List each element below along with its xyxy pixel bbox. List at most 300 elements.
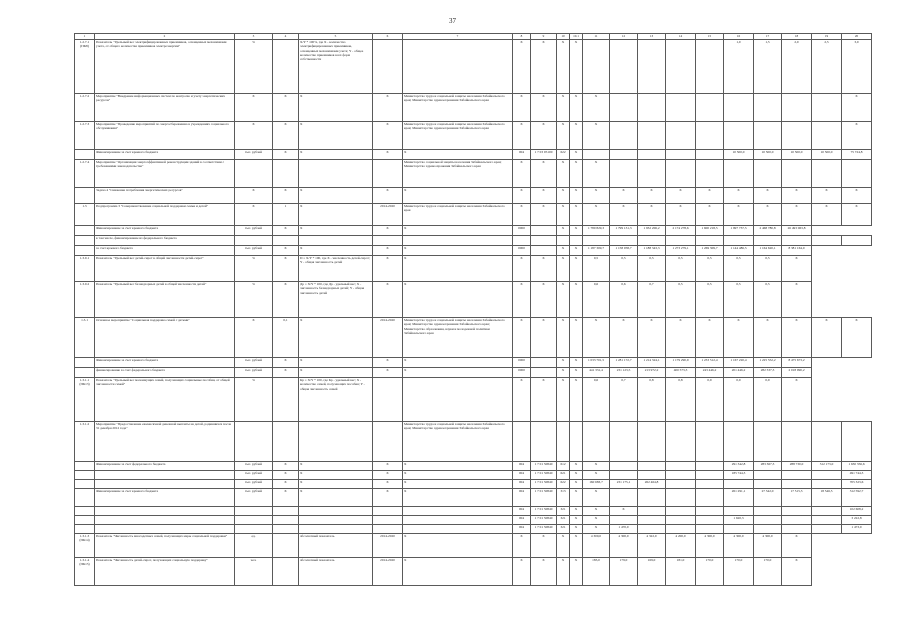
table-cell: X xyxy=(513,122,531,150)
table-cell: 4 300,0 xyxy=(754,534,782,558)
table-cell: X xyxy=(570,358,583,368)
table-cell: X xyxy=(696,188,724,204)
table-row xyxy=(75,378,872,422)
table-cell xyxy=(557,422,570,462)
table-cell xyxy=(273,558,299,586)
table-row xyxy=(75,204,872,226)
table-cell: X xyxy=(557,282,570,318)
table-cell xyxy=(273,525,299,534)
table-cell: X xyxy=(531,378,557,422)
table-cell: X xyxy=(531,318,557,358)
table-cell: X xyxy=(570,489,583,507)
table-cell xyxy=(273,534,299,558)
table-cell: Мероприятие "Предоставление ежемесячной денежной выплаты на детей, родившихся после 31 декабря 2012 года" xyxy=(95,422,235,462)
table-cell: 1,5 xyxy=(754,40,782,94)
table-cell: X xyxy=(557,94,570,122)
table-cell xyxy=(754,525,782,534)
table-cell: 75 724,8 xyxy=(842,150,872,160)
table-cell xyxy=(273,40,299,94)
table-cell: X xyxy=(570,318,583,358)
table-cell: 1 932 206,2 xyxy=(638,226,666,236)
table-cell: 1.3.1.4 (ПК15) xyxy=(75,558,95,586)
table-cell: 1.2.7.1 (ПК8) xyxy=(75,40,95,94)
table-cell: X xyxy=(273,94,299,122)
table-cell xyxy=(531,358,557,368)
table-cell: 312 592,7 xyxy=(842,489,872,507)
table-cell: 3 222,8 xyxy=(842,516,872,525)
table-cell: X xyxy=(373,226,403,236)
table-cell xyxy=(531,236,557,246)
table-cell xyxy=(75,226,95,236)
table-cell xyxy=(724,480,754,489)
program-table xyxy=(74,33,872,586)
table-cell: тыс. рублей xyxy=(235,471,273,480)
table-cell: 0000 xyxy=(513,246,531,256)
table-cell: X xyxy=(513,40,531,94)
table-row xyxy=(75,122,872,150)
table-cell xyxy=(583,150,610,160)
table-cell xyxy=(531,368,557,378)
table-cell: X xyxy=(273,188,299,204)
table-cell: X xyxy=(299,318,373,358)
table-cell xyxy=(610,489,638,507)
table-cell: 1.2.7.3 xyxy=(75,122,95,150)
table-cell: X xyxy=(557,204,570,226)
table-cell xyxy=(638,40,666,94)
table-cell: X xyxy=(403,282,513,318)
table-cell: 0,5 xyxy=(638,256,666,282)
table-cell: 1 780 829,3 xyxy=(583,226,610,236)
table-cell: 441 331,4 xyxy=(583,368,610,378)
table-cell: X xyxy=(273,471,299,480)
column-number: 7 xyxy=(403,34,513,40)
table-cell: X xyxy=(696,318,724,358)
table-cell: тыс. рублей xyxy=(235,480,273,489)
table-cell: X xyxy=(235,204,273,226)
table-cell: 213 972,2 xyxy=(638,368,666,378)
table-cell: тыс. рублей xyxy=(235,368,273,378)
table-cell xyxy=(812,236,842,246)
table-cell: X xyxy=(235,94,273,122)
table-cell xyxy=(373,378,403,422)
table-cell: 4 200,0 xyxy=(666,534,696,558)
table-cell: X xyxy=(531,188,557,204)
table-cell: 17 515,3 xyxy=(782,489,812,507)
table-cell xyxy=(638,94,666,122)
table-cell: X xyxy=(273,462,299,471)
table-cell xyxy=(638,489,666,507)
table-cell: тыс. рублей xyxy=(235,226,273,236)
table-cell: X xyxy=(513,94,531,122)
table-row xyxy=(75,358,872,368)
table-cell: X xyxy=(696,204,724,226)
table-cell: X xyxy=(513,558,531,586)
table-cell xyxy=(666,160,696,188)
table-cell: X xyxy=(373,246,403,256)
table-cell: Показатель "Удельный вес электрифицированных приемников, оснащенных механизмами учета, от общего количества приемников электроэнергии" xyxy=(95,40,235,94)
table-cell: 1 473,0 xyxy=(842,525,872,534)
table-cell: X xyxy=(583,122,610,150)
table-cell xyxy=(754,507,782,516)
table-cell xyxy=(724,236,754,246)
table-cell: 1 7 01 50840 xyxy=(531,462,557,471)
table-cell: 4 300,0 xyxy=(583,534,610,558)
table-cell: X xyxy=(373,150,403,160)
table-cell: 2 018 990,2 xyxy=(782,368,812,378)
table-cell: X xyxy=(235,188,273,204)
table-cell: X xyxy=(782,256,812,282)
table-cell: X xyxy=(403,358,513,368)
column-number: 10 xyxy=(557,34,570,40)
table-cell xyxy=(75,507,95,516)
table-cell xyxy=(235,160,273,188)
table-cell xyxy=(696,471,724,480)
table-cell xyxy=(95,507,235,516)
table-cell: X xyxy=(403,188,513,204)
table-cell: X xyxy=(583,489,610,507)
table-cell: X xyxy=(782,282,812,318)
table-cell: X xyxy=(299,462,373,471)
table-cell xyxy=(610,471,638,480)
table-cell: X xyxy=(273,226,299,236)
table-cell: X xyxy=(583,516,610,525)
table-cell: 1 600 218,5 xyxy=(696,226,724,236)
table-cell: D = X/Y * 100, где X - численность детей-сирот; Y - общая численность детей xyxy=(299,256,373,282)
table-cell: X xyxy=(299,204,373,226)
table-cell: 622 xyxy=(557,480,570,489)
table-row xyxy=(75,318,872,358)
table-cell xyxy=(299,422,373,462)
column-number: 9 xyxy=(531,34,557,40)
page-number: 37 xyxy=(449,17,456,25)
table-cell: Задача 4 "Снижение потребления энергетических ресурсов" xyxy=(95,188,235,204)
table-cell: X xyxy=(570,282,583,318)
table-cell xyxy=(666,507,696,516)
table-cell xyxy=(666,462,696,471)
table-cell xyxy=(696,516,724,525)
table-cell: X xyxy=(570,507,583,516)
table-cell xyxy=(782,525,812,534)
table-cell xyxy=(403,236,513,246)
table-cell: X xyxy=(570,471,583,480)
table-cell: 321 xyxy=(557,525,570,534)
table-row xyxy=(75,368,872,378)
table-row xyxy=(75,471,872,480)
table-cell: X xyxy=(557,188,570,204)
table-cell: X xyxy=(583,525,610,534)
table-cell: 0,5 xyxy=(696,256,724,282)
table-cell xyxy=(812,471,842,480)
table-cell xyxy=(531,246,557,256)
table-cell: X xyxy=(299,122,373,150)
table-cell: % xyxy=(235,256,273,282)
column-number: 3 xyxy=(235,34,273,40)
table-cell: 0,5 xyxy=(754,256,782,282)
table-cell xyxy=(95,480,235,489)
table-cell: 0,1 xyxy=(273,318,299,358)
table-cell xyxy=(75,480,95,489)
table-cell: 170,0 xyxy=(754,558,782,586)
table-cell xyxy=(696,507,724,516)
table-cell: X xyxy=(812,318,842,358)
table-cell: X xyxy=(557,534,570,558)
table-cell: X xyxy=(299,226,373,236)
table-cell: X xyxy=(531,40,557,94)
table-cell: тыс. рублей xyxy=(235,150,273,160)
table-cell: 0,6 xyxy=(583,378,610,422)
table-cell: X xyxy=(403,226,513,236)
table-cell xyxy=(299,160,373,188)
table-cell: X xyxy=(666,318,696,358)
table-cell: X xyxy=(812,188,842,204)
table-cell: 1.2.7.4 xyxy=(75,160,95,188)
table-cell: X xyxy=(583,94,610,122)
table-cell: X xyxy=(570,462,583,471)
table-cell xyxy=(812,480,842,489)
table-cell: 185 744,3 xyxy=(724,471,754,480)
table-cell: X/Y * 100%, где X - количество электрифицированных приемников, оснащенных механизмами учета; Y - общее количество приемников всех форм собственности xyxy=(299,40,373,94)
table-cell: Мероприятие "Организация энергоэффективной реконструкции зданий в соответствии с требованиями законодательства" xyxy=(95,160,235,188)
table-cell: 004 xyxy=(513,507,531,516)
table-cell: 1 188 343,3 xyxy=(638,246,666,256)
table-cell: X xyxy=(531,558,557,586)
table-cell xyxy=(696,40,724,94)
table-cell xyxy=(696,462,724,471)
table-cell: 0000 xyxy=(513,368,531,378)
table-cell xyxy=(638,525,666,534)
table-cell: 4 300,0 xyxy=(610,534,638,558)
table-row xyxy=(75,462,872,471)
table-cell: Министерство труда и социальной защиты населения Забайкальского края; Министерство здравоохранения Забайкальского края xyxy=(403,94,513,122)
table-cell: X xyxy=(812,204,842,226)
table-cell: X xyxy=(724,188,754,204)
table-cell xyxy=(666,122,696,150)
table-cell: 1.3.1.3 (ПК14) xyxy=(75,534,95,558)
table-cell xyxy=(812,516,842,525)
table-cell xyxy=(403,507,513,516)
table-cell: X xyxy=(557,358,570,368)
table-cell: X xyxy=(373,188,403,204)
table-cell: Показатель "Численность многодетных семей, получающих меры социальной поддержки" xyxy=(95,534,235,558)
table-cell xyxy=(403,525,513,534)
table-cell: 1 033 701,5 xyxy=(583,358,610,368)
table-cell: 321 xyxy=(557,507,570,516)
table-cell: X xyxy=(557,558,570,586)
table-cell: 2 468 780,8 xyxy=(754,226,782,236)
table-cell: 170,0 xyxy=(724,558,754,586)
table-cell: за счет краевого бюджета xyxy=(95,246,235,256)
table-cell: X xyxy=(570,40,583,94)
table-cell: X xyxy=(299,358,373,368)
table-cell xyxy=(273,507,299,516)
table-cell xyxy=(610,122,638,150)
table-cell: 0,6 xyxy=(583,282,610,318)
table-cell xyxy=(75,150,95,160)
table-cell: X xyxy=(273,122,299,150)
table-cell: 1 164 620,1 xyxy=(754,246,782,256)
table-cell xyxy=(638,150,666,160)
table-cell xyxy=(812,507,842,516)
column-number: 5 xyxy=(299,34,373,40)
table-cell: X xyxy=(403,368,513,378)
table-cell: Финансирование за счет краевого бюджета xyxy=(95,358,235,368)
table-cell: Показатель "Удельный вес малоимущих семей, получающих социальные пособия, от общей численности семей" xyxy=(95,378,235,422)
table-cell xyxy=(696,480,724,489)
column-number: 10.1 xyxy=(570,34,583,40)
table-cell: ед. xyxy=(235,534,273,558)
table-cell: X xyxy=(666,188,696,204)
table-cell: X xyxy=(373,489,403,507)
column-number: 20 xyxy=(842,34,872,40)
table-cell: 10 500,0 xyxy=(754,150,782,160)
table-cell: X xyxy=(403,462,513,471)
table-cell: 0,9 xyxy=(696,378,724,422)
table-cell: X xyxy=(782,318,812,358)
table-cell xyxy=(812,160,842,188)
table-cell: 0,6 xyxy=(610,282,638,318)
table-cell: X xyxy=(782,204,812,226)
table-cell xyxy=(403,378,513,422)
table-cell: % xyxy=(235,378,273,422)
table-cell xyxy=(610,94,638,122)
table-cell: 282 337,3 xyxy=(754,368,782,378)
table-cell: 4 322,0 xyxy=(638,534,666,558)
table-cell: 0,5 xyxy=(724,282,754,318)
table-cell: X xyxy=(299,480,373,489)
table-cell: 491 744,3 xyxy=(842,471,872,480)
table-cell: финансирование за счет федерального бюджета xyxy=(95,368,235,378)
table-cell: Др = Х/Y * 100, где Др - удельный вес; X - численность безнадзорных детей; Y - общая численность детей xyxy=(299,282,373,318)
table-cell xyxy=(299,525,373,534)
table-cell xyxy=(724,507,754,516)
table-cell: X xyxy=(557,226,570,236)
table-cell: 2,5 xyxy=(812,40,842,94)
table-cell: X xyxy=(570,558,583,586)
table-cell: 1 7 01 50840 xyxy=(531,507,557,516)
table-cell: 1 214 324,1 xyxy=(638,358,666,368)
table-cell xyxy=(638,516,666,525)
table-cell: 3,0 xyxy=(842,40,872,94)
table-cell: 622 xyxy=(557,150,570,160)
table-cell xyxy=(531,422,557,462)
table-cell: X xyxy=(583,204,610,226)
column-number: 13 xyxy=(638,34,666,40)
table-cell: 262 464,8 xyxy=(638,480,666,489)
table-cell xyxy=(696,489,724,507)
column-number: 15 xyxy=(696,34,724,40)
table-cell: тыс. рублей xyxy=(235,246,273,256)
table-cell: X xyxy=(610,188,638,204)
table-cell xyxy=(610,150,638,160)
table-cell xyxy=(299,507,373,516)
column-number: 19 xyxy=(812,34,842,40)
column-number: 12 xyxy=(610,34,638,40)
table-cell xyxy=(75,471,95,480)
table-cell xyxy=(812,525,842,534)
table-cell: Министерство труда и социальной защиты населения Забайкальского края; Министерство здравоохранения Забайкальского края xyxy=(403,122,513,150)
table-cell: X xyxy=(403,256,513,282)
table-cell xyxy=(373,516,403,525)
table-cell xyxy=(724,160,754,188)
table-cell: 231 175,1 xyxy=(610,480,638,489)
table-cell xyxy=(782,480,812,489)
table-cell: 0,8 xyxy=(666,378,696,422)
table-cell xyxy=(812,94,842,122)
table-cell xyxy=(696,422,724,462)
table-cell xyxy=(782,471,812,480)
table-cell: X xyxy=(570,204,583,226)
table-cell xyxy=(696,122,724,150)
table-cell: X xyxy=(754,204,782,226)
table-cell: 1.3 xyxy=(75,204,95,226)
table-cell xyxy=(95,516,235,525)
table-cell xyxy=(610,40,638,94)
table-row xyxy=(75,422,872,462)
table-cell: X xyxy=(299,471,373,480)
table-cell: 1 187 309,7 xyxy=(583,246,610,256)
table-cell xyxy=(273,160,299,188)
table-cell xyxy=(842,236,872,246)
table-cell: X xyxy=(373,122,403,150)
table-cell: 10 500,0 xyxy=(782,150,812,160)
table-cell: 004 xyxy=(513,525,531,534)
table-cell xyxy=(75,368,95,378)
table-cell xyxy=(754,160,782,188)
column-number: 6 xyxy=(373,34,403,40)
table-cell: 1.3.0.2 xyxy=(75,282,95,318)
table-cell: 1 7 01 50840 xyxy=(531,471,557,480)
table-cell: X xyxy=(299,368,373,378)
table-cell xyxy=(610,236,638,246)
table-cell: 0000 xyxy=(513,358,531,368)
table-cell: 1 7 03 05100 xyxy=(531,150,557,160)
table-cell: X xyxy=(557,378,570,422)
table-cell: X xyxy=(513,256,531,282)
table-cell xyxy=(666,422,696,462)
table-cell: X xyxy=(666,204,696,226)
table-cell xyxy=(666,40,696,94)
table-cell: 0,9 xyxy=(754,378,782,422)
table-cell: X xyxy=(842,188,872,204)
table-cell xyxy=(724,122,754,150)
table-cell: 321 xyxy=(557,516,570,525)
table-cell: X xyxy=(531,282,557,318)
table-cell: X xyxy=(610,204,638,226)
table-cell xyxy=(235,422,273,462)
table-cell xyxy=(666,236,696,246)
table-cell xyxy=(373,525,403,534)
table-cell: 1 xyxy=(273,204,299,226)
table-cell: 1 7 01 50840 xyxy=(531,489,557,507)
column-number: 8 xyxy=(513,34,531,40)
table-cell: 1 620,3 xyxy=(724,516,754,525)
table-cell xyxy=(754,122,782,150)
table-cell xyxy=(557,236,570,246)
table-cell: X xyxy=(273,368,299,378)
table-cell xyxy=(666,480,696,489)
table-cell: 288 730,0 xyxy=(782,462,812,471)
table-cell: X xyxy=(842,122,872,150)
table-cell: Министерство социальной защиты населения Забайкальского края; Министерство здравоохранения Забайкальского края xyxy=(403,160,513,188)
table-cell xyxy=(782,422,812,462)
table-cell: 004 xyxy=(513,489,531,507)
table-cell xyxy=(583,236,610,246)
table-cell: X xyxy=(531,256,557,282)
table-cell: % xyxy=(235,282,273,318)
table-cell: 1.3.1 xyxy=(75,318,95,358)
table-cell: X xyxy=(513,378,531,422)
table-row xyxy=(75,558,872,586)
